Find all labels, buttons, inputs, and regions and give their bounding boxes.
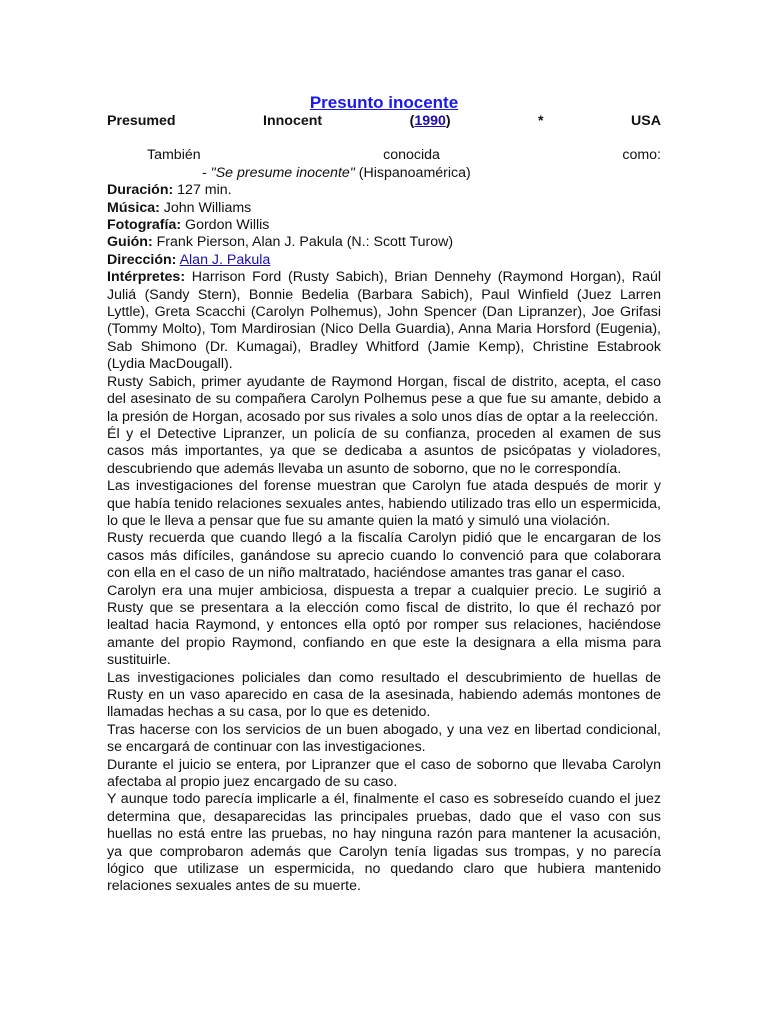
synopsis-paragraph: Rusty Sabich, primer ayudante de Raymond Horgan, fiscal de distrito, acepta, el caso del asesinato de su compañera Carolyn Polhemus pese a que fue su amante, debido a la presión de Horgan, acosado por sus rivales a solo unos días de optar a la reelección. xyxy=(107,373,661,425)
credit-label: Fotografía: xyxy=(107,217,182,234)
synopsis-paragraph: Rusty recuerda que cuando llegó a la fiscalía Carolyn pidió que le encargaran de los casos más difíciles, ganándose su aprecio cuando lo convenció para que colaborara con ella en el caso de un niño maltratado, haciéndose amantes tras ganar el caso. xyxy=(107,530,661,582)
synopsis-paragraph: Las investigaciones policiales dan como resultado el descubrimiento de huellas de Rusty en un vaso aparecido en casa de la asesinada, habiendo además montones de llamadas hechas a su casa, por lo que es detenido. xyxy=(107,669,661,721)
synopsis-paragraph: Tras hacerse con los servicios de un buen abogado, y una vez en libertad condicional, se encargará de continuar con las investigaciones. xyxy=(107,721,661,756)
credit-value: Frank Pierson, Alan J. Pakula (N.: Scott Turow) xyxy=(152,234,454,251)
credit-duration xyxy=(107,182,661,199)
credit-value: Gordon Willis xyxy=(181,217,270,234)
alt-title: "Se presume inocente" xyxy=(210,164,355,181)
document-page xyxy=(107,92,661,896)
open-paren: ( xyxy=(409,113,415,129)
alt-title-region: (Hispanoamérica) xyxy=(354,164,471,181)
synopsis-paragraph: Carolyn era una mujer ambiciosa, dispuesta a trepar a cualquier precio. Le sugirió a Rusty que se presentara a la elección como fiscal de distrito, lo que él rechazó por lealtad hacia Raymond, y entonces ella optó por romper sus relaciones, haciéndose amante del propio Raymond, confiando en que este la designara a ella misma para sustituirle. xyxy=(107,582,661,669)
credit-value: John Williams xyxy=(159,199,252,216)
aka-word-1: También xyxy=(147,147,201,164)
aka-word-3: como: xyxy=(622,147,661,164)
credit-label: Música: xyxy=(107,199,160,216)
synopsis-paragraph: Y aunque todo parecía implicarle a él, finalmente el caso es sobreseído cuando el juez determina que, desaparecidas las principales pruebas, dado que el vaso con sus huellas no está entre las pruebas, no hay ninguna razón para mantener la acusación, ya que comprobaron además que Carolyn tenía ligadas sus trompas, y no parecía lógico que utilizase un espermicida, no quedando claro que hubiera mantenido relaciones sexuales antes de su muerte. xyxy=(107,791,661,895)
year-link[interactable]: 1990 xyxy=(414,113,446,129)
credit-label: Duración: xyxy=(107,182,174,199)
synopsis-paragraph: Él y el Detective Lipranzer, un policía de su confianza, proceden al examen de sus casos más importantes, ya que se dedicaba a asuntos de psicópatas y violadores, descubriendo que además llevaba un asunto de soborno, que no le correspondía. xyxy=(107,425,661,477)
credit-label: Guión: xyxy=(107,234,153,251)
synopsis-paragraph: Durante el juicio se entera, por Lipranzer que el caso de soborno que llevaba Carolyn afectaba al propio juez encargado de su caso. xyxy=(107,756,661,791)
separator-star: * xyxy=(538,113,544,129)
original-title-word-1: Presumed xyxy=(107,113,176,129)
director-link[interactable]: Alan J. Pakula xyxy=(179,251,271,268)
credit-label: Dirección: xyxy=(107,251,177,268)
cast-label: Intérpretes: xyxy=(107,269,186,286)
page-title xyxy=(107,92,661,113)
aka-row xyxy=(107,147,661,164)
aka-title-row xyxy=(107,165,661,182)
credit-screenplay xyxy=(107,234,661,251)
cast-paragraph xyxy=(107,269,661,373)
credit-photography xyxy=(107,217,661,234)
credit-music xyxy=(107,200,661,217)
aka-prefix: - xyxy=(202,164,211,181)
credit-value: 127 min. xyxy=(173,182,232,199)
country: USA xyxy=(630,113,661,129)
year-group xyxy=(410,113,451,130)
aka-word-2: conocida xyxy=(383,147,440,164)
cast-value: Harrison Ford (Rusty Sabich), Brian Dennehy (Raymond Horgan), Raúl Juliá (Sandy Stern), Bonnie Bedelia (Barbara Sabich), Paul Winfield (Juez Larren Lyttle), Greta Scacchi (Carolyn Polhemus), John Spencer (Dan Lipranzer), Joe Grifasi (Tommy Molto), Tom Mardirosian (Nico Della Guardia), Anna Maria Horsford (Eugenia), Sab Shimono (Dr. Kumagai), Bradley Whitford (Jamie Kemp), Christine Estabrook (Lydia MacDougall). xyxy=(107,269,661,373)
original-title-row xyxy=(107,113,661,130)
original-title-word-2: Innocent xyxy=(263,113,323,129)
credit-direction xyxy=(107,252,661,269)
close-paren: ) xyxy=(445,113,451,129)
synopsis-paragraph: Las investigaciones del forense muestran que Carolyn fue atada después de morir y que había tenido relaciones sexuales antes, habiendo utilizado tras ello un espermicida, lo que le lleva a pensar que fue su amante quien la mató y simuló una violación. xyxy=(107,478,661,529)
title-link[interactable]: Presunto inocente xyxy=(309,93,459,112)
